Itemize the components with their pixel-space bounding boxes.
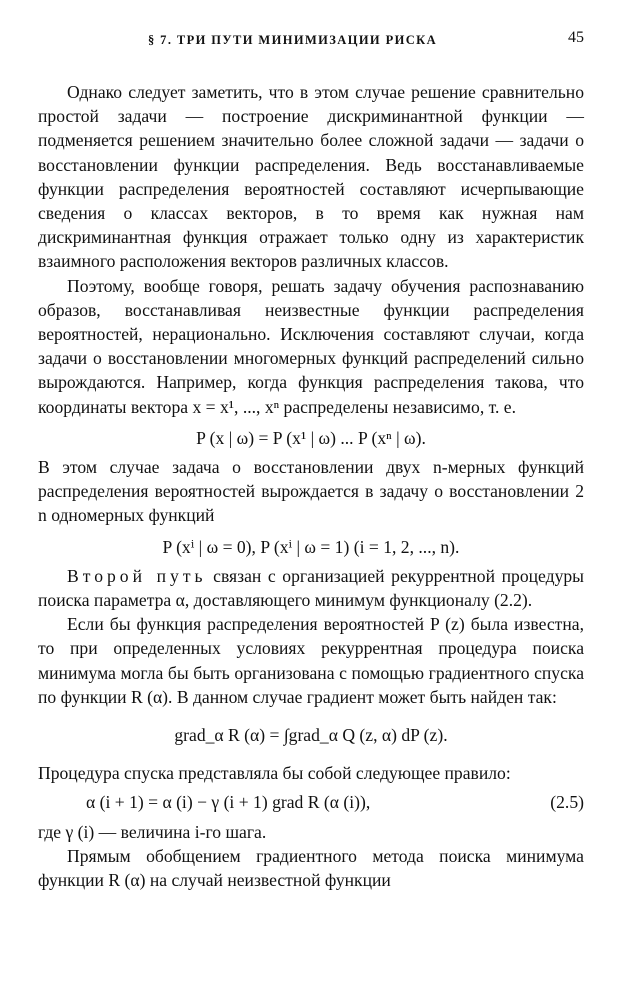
running-head: § 7. ТРИ ПУТИ МИНИМИЗАЦИИ РИСКА: [148, 33, 438, 47]
paragraph-6: Процедура спуска представляла бы собой следующее правило:: [38, 763, 511, 784]
formula-one-dimensional: P (xⁱ | ω = 0), P (xⁱ | ω = 1) (i = 1, 2, ..., n).: [162, 536, 460, 557]
formula-independence: P (x | ω) = P (x¹ | ω) ... P (xⁿ | ω).: [196, 427, 426, 448]
formula-descent-text: α (i + 1) = α (i) − γ (i + 1) grad R (α (i)),: [86, 792, 371, 813]
paragraph-1: Однако следует заметить, что в этом случае решение сравнительно простой задачи — построение дискриминантной функции — подменяется решением значительно более сложной задачи — задачи о восстановлении функции распределения. Ведь восстанавливаемые функции распределения вероятностей составляют исчерпывающие сведения о классах векторов, в то время как нужная нам дискриминантная функция отражает только одну из характеристик взаимного расположения векторов различных классов.: [38, 82, 584, 272]
paragraph-7: где γ (i) — величина i-го шага.: [38, 821, 267, 842]
formula-gradient: grad_α R (α) = ∫grad_α Q (z, α) dP (z).: [174, 725, 448, 746]
equation-number: (2.5): [550, 792, 584, 813]
second-way-emphasis: Второй путь: [67, 565, 207, 586]
page-header: [38, 28, 584, 52]
formula-descent: [38, 790, 584, 814]
paragraph-8: Прямым обобщением градиентного метода поиска минимума функции R (α) на случай неизвестной функции: [38, 845, 584, 891]
paragraph-3: В этом случае задача о восстановлении двух n-мерных функций распределения вероятностей вырождается в задачу о восстановлении 2 n одномерных функций: [38, 457, 584, 526]
paragraph-4-text: связан с организацией рекуррентной процедуры поиска параметра α, доставляющего минимум функционалу (2.2).: [38, 565, 584, 611]
page-number: 45: [568, 29, 584, 46]
paragraph-5: Если бы функция распределения вероятностей P (z) была известна, то при определенных условиях рекуррентная процедура поиска минимума могла бы быть организована с помощью градиентного спуска по функции R (α). В данном случае градиент может быть найден так:: [38, 614, 584, 707]
page-body: [38, 80, 584, 892]
paragraph-2: Поэтому, вообще говоря, решать задачу обучения распознаванию образов, восстанавливая неизвестные функции распределения вероятностей, нерационально. Исключения составляют случаи, когда задачи о восстановлении многомерных функций распределений сильно вырождаются. Например, когда функция распределения такова, что координаты вектора x = x¹, ..., xⁿ распределены независимо, т. е.: [38, 275, 584, 417]
paragraph-4: [38, 564, 584, 612]
